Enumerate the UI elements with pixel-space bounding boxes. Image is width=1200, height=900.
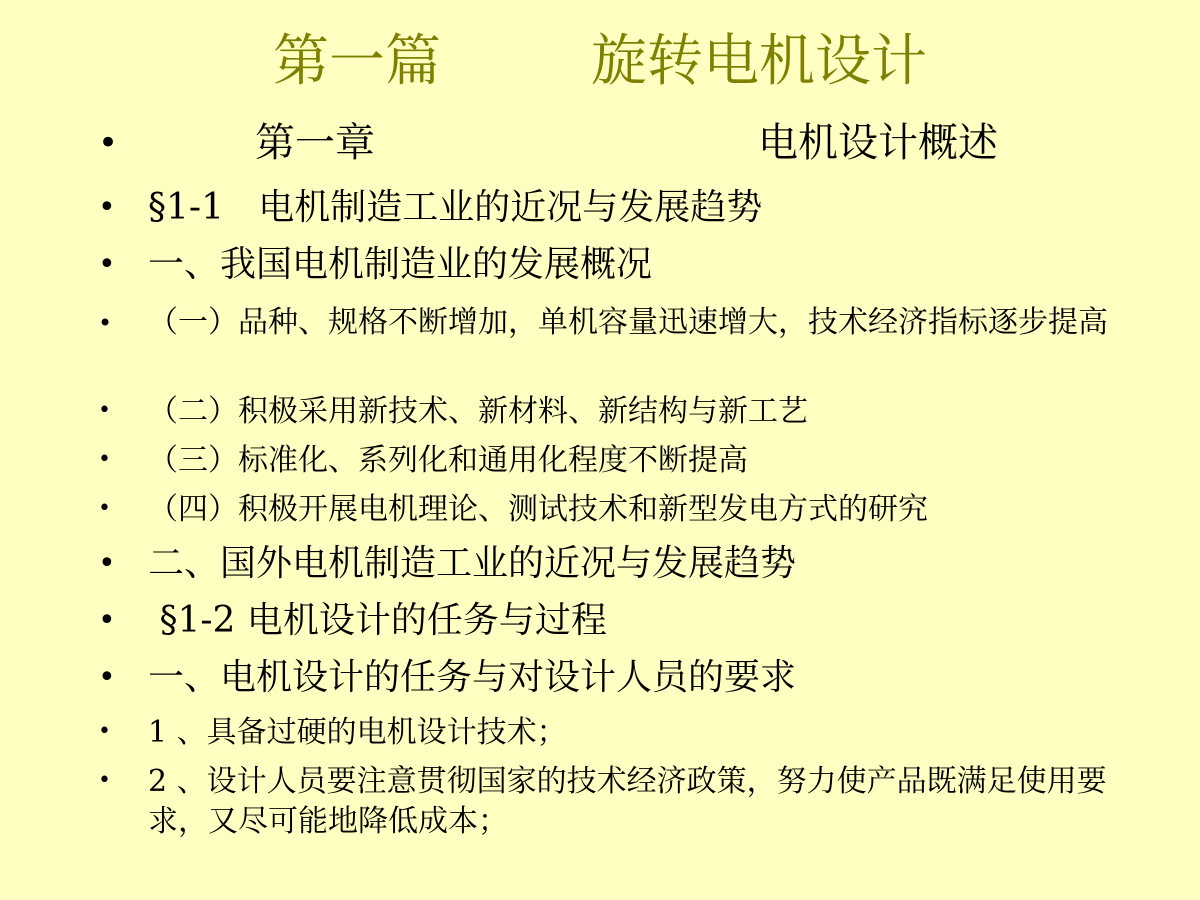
list-item-text: （四）积极开展电机理论、测试技术和新型发电方式的研究 bbox=[148, 492, 928, 527]
list-item bbox=[0, 655, 1200, 701]
bullet-icon: • bbox=[98, 447, 111, 472]
bullet-icon: • bbox=[98, 660, 116, 695]
bullet-icon: • bbox=[98, 768, 111, 793]
list-item bbox=[0, 713, 1200, 751]
bullet-icon: • bbox=[98, 719, 111, 744]
section-heading: §1-2 电机设计的任务与过程 bbox=[148, 600, 607, 641]
bullet-icon: • bbox=[98, 496, 111, 521]
title-name: 旋转电机设计 bbox=[591, 29, 927, 94]
chapter-number: 第一章 bbox=[255, 120, 375, 166]
bullet-icon: • bbox=[98, 603, 116, 638]
list-item-text: （一）品种、规格不断增加，单机容量迅速增大，技术经济指标逐步提高 bbox=[148, 305, 1108, 340]
slide-title bbox=[0, 22, 1200, 102]
list-item bbox=[0, 441, 1200, 479]
chapter-heading bbox=[0, 118, 1200, 168]
bullet-icon: • bbox=[98, 247, 116, 282]
bullet-icon: • bbox=[98, 398, 111, 423]
list-item bbox=[0, 392, 1200, 430]
list-item bbox=[0, 541, 1200, 587]
list-item-text: （二）积极采用新技术、新材料、新结构与新工艺 bbox=[148, 394, 808, 429]
list-item bbox=[0, 185, 1200, 231]
list-item bbox=[0, 598, 1200, 644]
bullet-icon: • bbox=[98, 546, 116, 581]
section-heading: §1-1 电机制造工业的近况与发展趋势 bbox=[148, 187, 763, 228]
list-item bbox=[0, 242, 1200, 288]
subsection-heading: 一、电机设计的任务与对设计人员的要求 bbox=[148, 657, 797, 698]
chapter-name: 电机设计概述 bbox=[758, 120, 998, 166]
bullet-icon: • bbox=[98, 190, 116, 225]
title-part: 第一篇 bbox=[273, 29, 441, 94]
list-item bbox=[0, 762, 1200, 842]
list-item-text: （三）标准化、系列化和通用化程度不断提高 bbox=[148, 443, 748, 478]
list-item-text: 1 、具备过硬的电机设计技术； bbox=[148, 715, 567, 750]
list-item-text: 2 、设计人员要注意贯彻国家的技术经济政策，努力使产品既满足使用要求，又尽可能地降低成本； bbox=[148, 764, 1107, 839]
bullet-icon: • bbox=[98, 123, 119, 163]
list-item bbox=[0, 303, 1200, 383]
list-item bbox=[0, 490, 1200, 528]
subsection-heading: 二、国外电机制造工业的近况与发展趋势 bbox=[148, 543, 797, 584]
bullet-icon: • bbox=[98, 309, 113, 337]
subsection-heading: 一、我国电机制造业的发展概况 bbox=[148, 244, 653, 285]
